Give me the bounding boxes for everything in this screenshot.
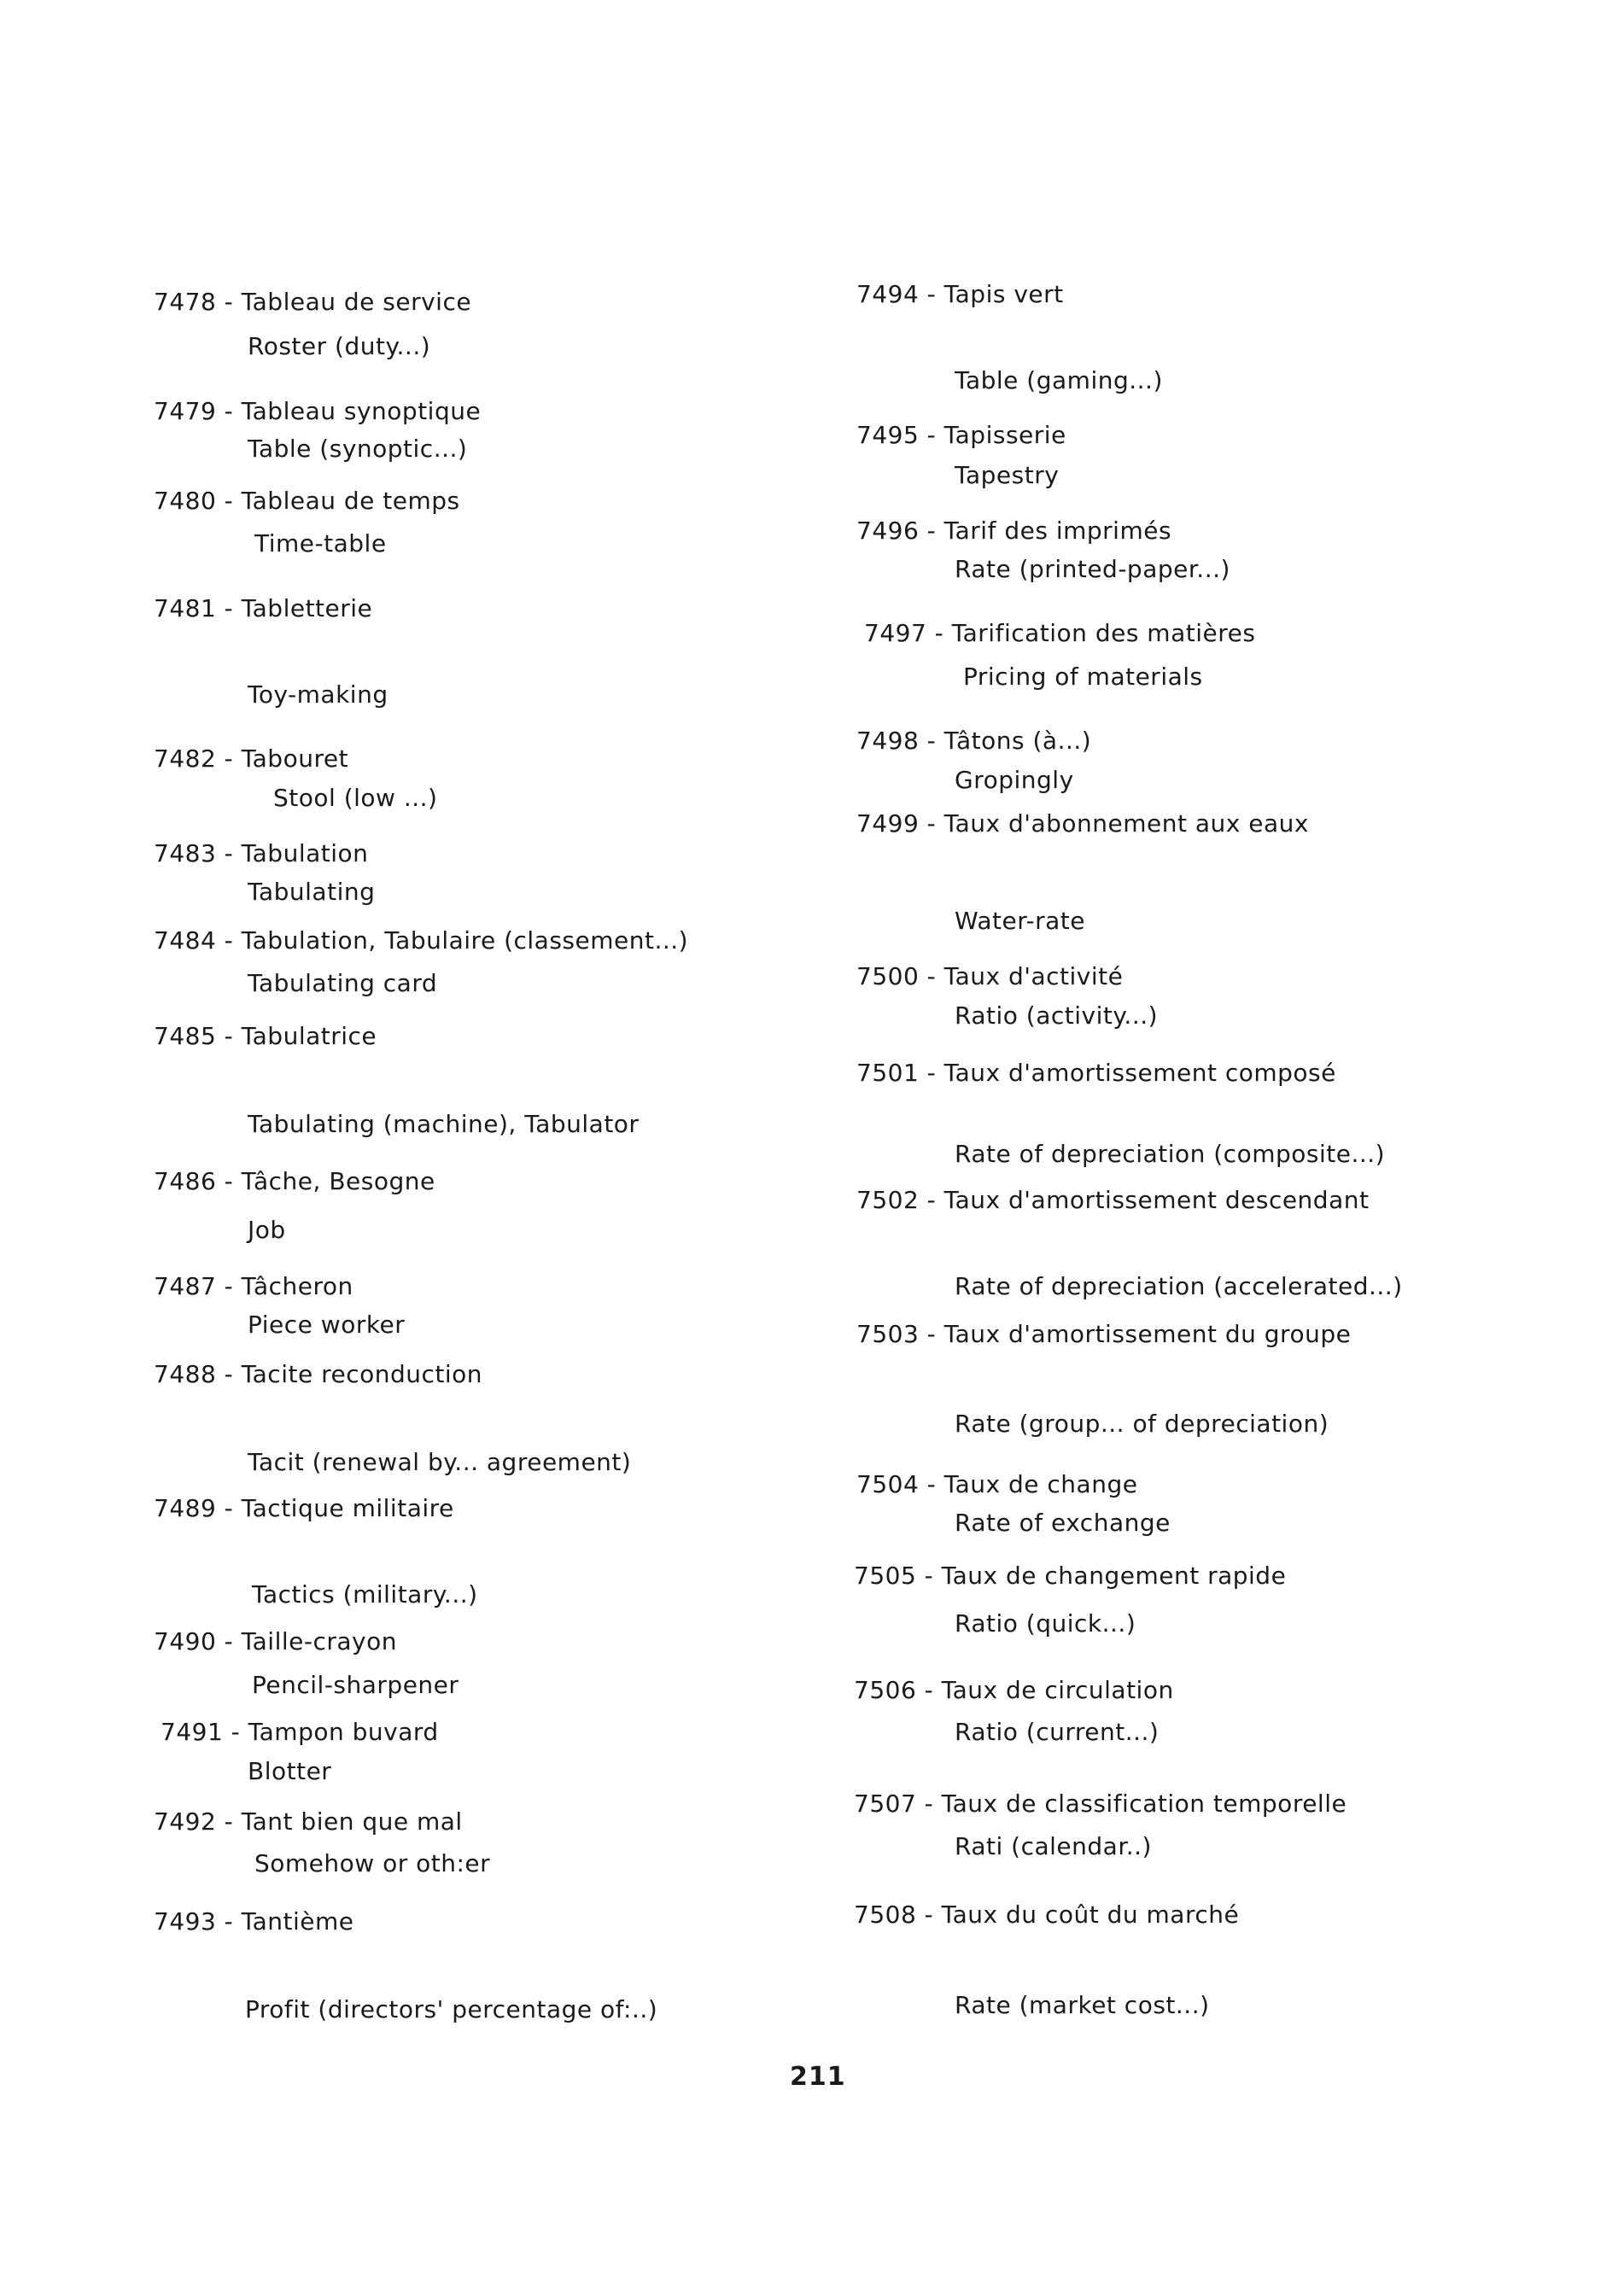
entry-headword: 7481 - Tabletterie [154, 594, 373, 622]
entry-headword: 7484 - Tabulation, Tabulaire (classement...) [154, 926, 689, 955]
entry-english: Somehow or oth:er [254, 1849, 491, 1877]
entry-headword: 7493 - Tantième [154, 1907, 354, 1936]
entry-english: Profit (directors' percentage of:..) [245, 1995, 658, 2023]
entry-headword: 7506 - Taux de circulation [854, 1676, 1174, 1704]
entry-headword: 7491 - Tampon buvard [161, 1718, 439, 1746]
entry-headword: 7482 - Tabouret [154, 744, 349, 773]
entry-english: Toy-making [248, 680, 388, 709]
entry-headword: 7489 - Tactique militaire [154, 1494, 454, 1522]
entry-english: Rate of depreciation (composite...) [955, 1140, 1386, 1168]
entry-english: Rate (printed-paper...) [955, 555, 1230, 583]
entry-english: Table (synoptic...) [248, 435, 468, 463]
entry-english: Gropingly [955, 766, 1074, 794]
entry-headword: 7501 - Taux d'amortissement composé [856, 1059, 1336, 1087]
entry-headword: 7480 - Tableau de temps [154, 487, 460, 515]
entry-headword: 7485 - Tabulatrice [154, 1022, 377, 1050]
entry-english: Ratio (activity...) [955, 1001, 1159, 1030]
entry-headword: 7498 - Tâtons (à...) [856, 727, 1092, 755]
entry-english: Tabulating [248, 878, 376, 906]
entry-english: Rati (calendar..) [955, 1832, 1152, 1860]
entry-headword: 7503 - Taux d'amortissement du groupe [856, 1320, 1352, 1348]
entry-headword: 7483 - Tabulation [154, 839, 369, 867]
entry-english: Table (gaming...) [955, 366, 1163, 394]
entry-headword: 7492 - Tant bien que mal [154, 1807, 463, 1836]
entry-headword: 7499 - Taux d'abonnement aux eaux [856, 809, 1309, 838]
entry-english: Stool (low ...) [273, 784, 438, 812]
entry-english: Roster (duty...) [248, 332, 431, 360]
entry-headword: 7502 - Taux d'amortissement descendant [856, 1186, 1370, 1214]
entry-english: Ratio (quick...) [955, 1609, 1136, 1638]
entry-headword: 7490 - Taille-crayon [154, 1627, 397, 1655]
entry-english: Tactics (military...) [252, 1580, 478, 1609]
entry-english: Pencil-sharpener [252, 1671, 459, 1699]
entry-headword: 7494 - Tapis vert [856, 280, 1064, 308]
entry-english: Rate (market cost...) [955, 1991, 1210, 2019]
entry-english: Ratio (current...) [955, 1718, 1160, 1746]
entry-headword: 7500 - Taux d'activité [856, 962, 1124, 990]
entry-english: Time-table [254, 529, 387, 558]
entry-headword: 7507 - Taux de classification temporelle [854, 1790, 1347, 1818]
entry-english: Tacit (renewal by... agreement) [248, 1448, 632, 1476]
entry-english: Rate of depreciation (accelerated...) [955, 1272, 1403, 1300]
entry-headword: 7504 - Taux de change [856, 1470, 1138, 1498]
entry-english: Pricing of materials [963, 663, 1203, 691]
entry-english: Water-rate [955, 907, 1085, 935]
entry-headword: 7479 - Tableau synoptique [154, 397, 482, 425]
entry-headword: 7496 - Tarif des imprimés [856, 517, 1172, 545]
page-number: 211 [790, 2062, 846, 2092]
entry-headword: 7487 - Tâcheron [154, 1272, 353, 1300]
entry-english: Rate (group... of depreciation) [955, 1410, 1329, 1438]
entry-headword: 7478 - Tableau de service [154, 288, 472, 316]
entry-english: Blotter [248, 1757, 332, 1785]
entry-english: Tapestry [955, 461, 1060, 489]
entry-english: Job [248, 1216, 286, 1244]
entry-english: Tabulating card [248, 969, 438, 997]
entry-headword: 7497 - Tarification des matières [864, 619, 1256, 647]
entry-headword: 7495 - Tapisserie [856, 421, 1066, 449]
entry-english: Piece worker [248, 1311, 406, 1339]
entry-headword: 7505 - Taux de changement rapide [854, 1562, 1287, 1590]
entry-english: Rate of exchange [955, 1509, 1171, 1537]
entry-headword: 7488 - Tacite reconduction [154, 1360, 483, 1388]
entry-headword: 7508 - Taux du coût du marché [854, 1901, 1240, 1929]
entry-headword: 7486 - Tâche, Besogne [154, 1167, 435, 1195]
entry-english: Tabulating (machine), Tabulator [248, 1110, 640, 1138]
